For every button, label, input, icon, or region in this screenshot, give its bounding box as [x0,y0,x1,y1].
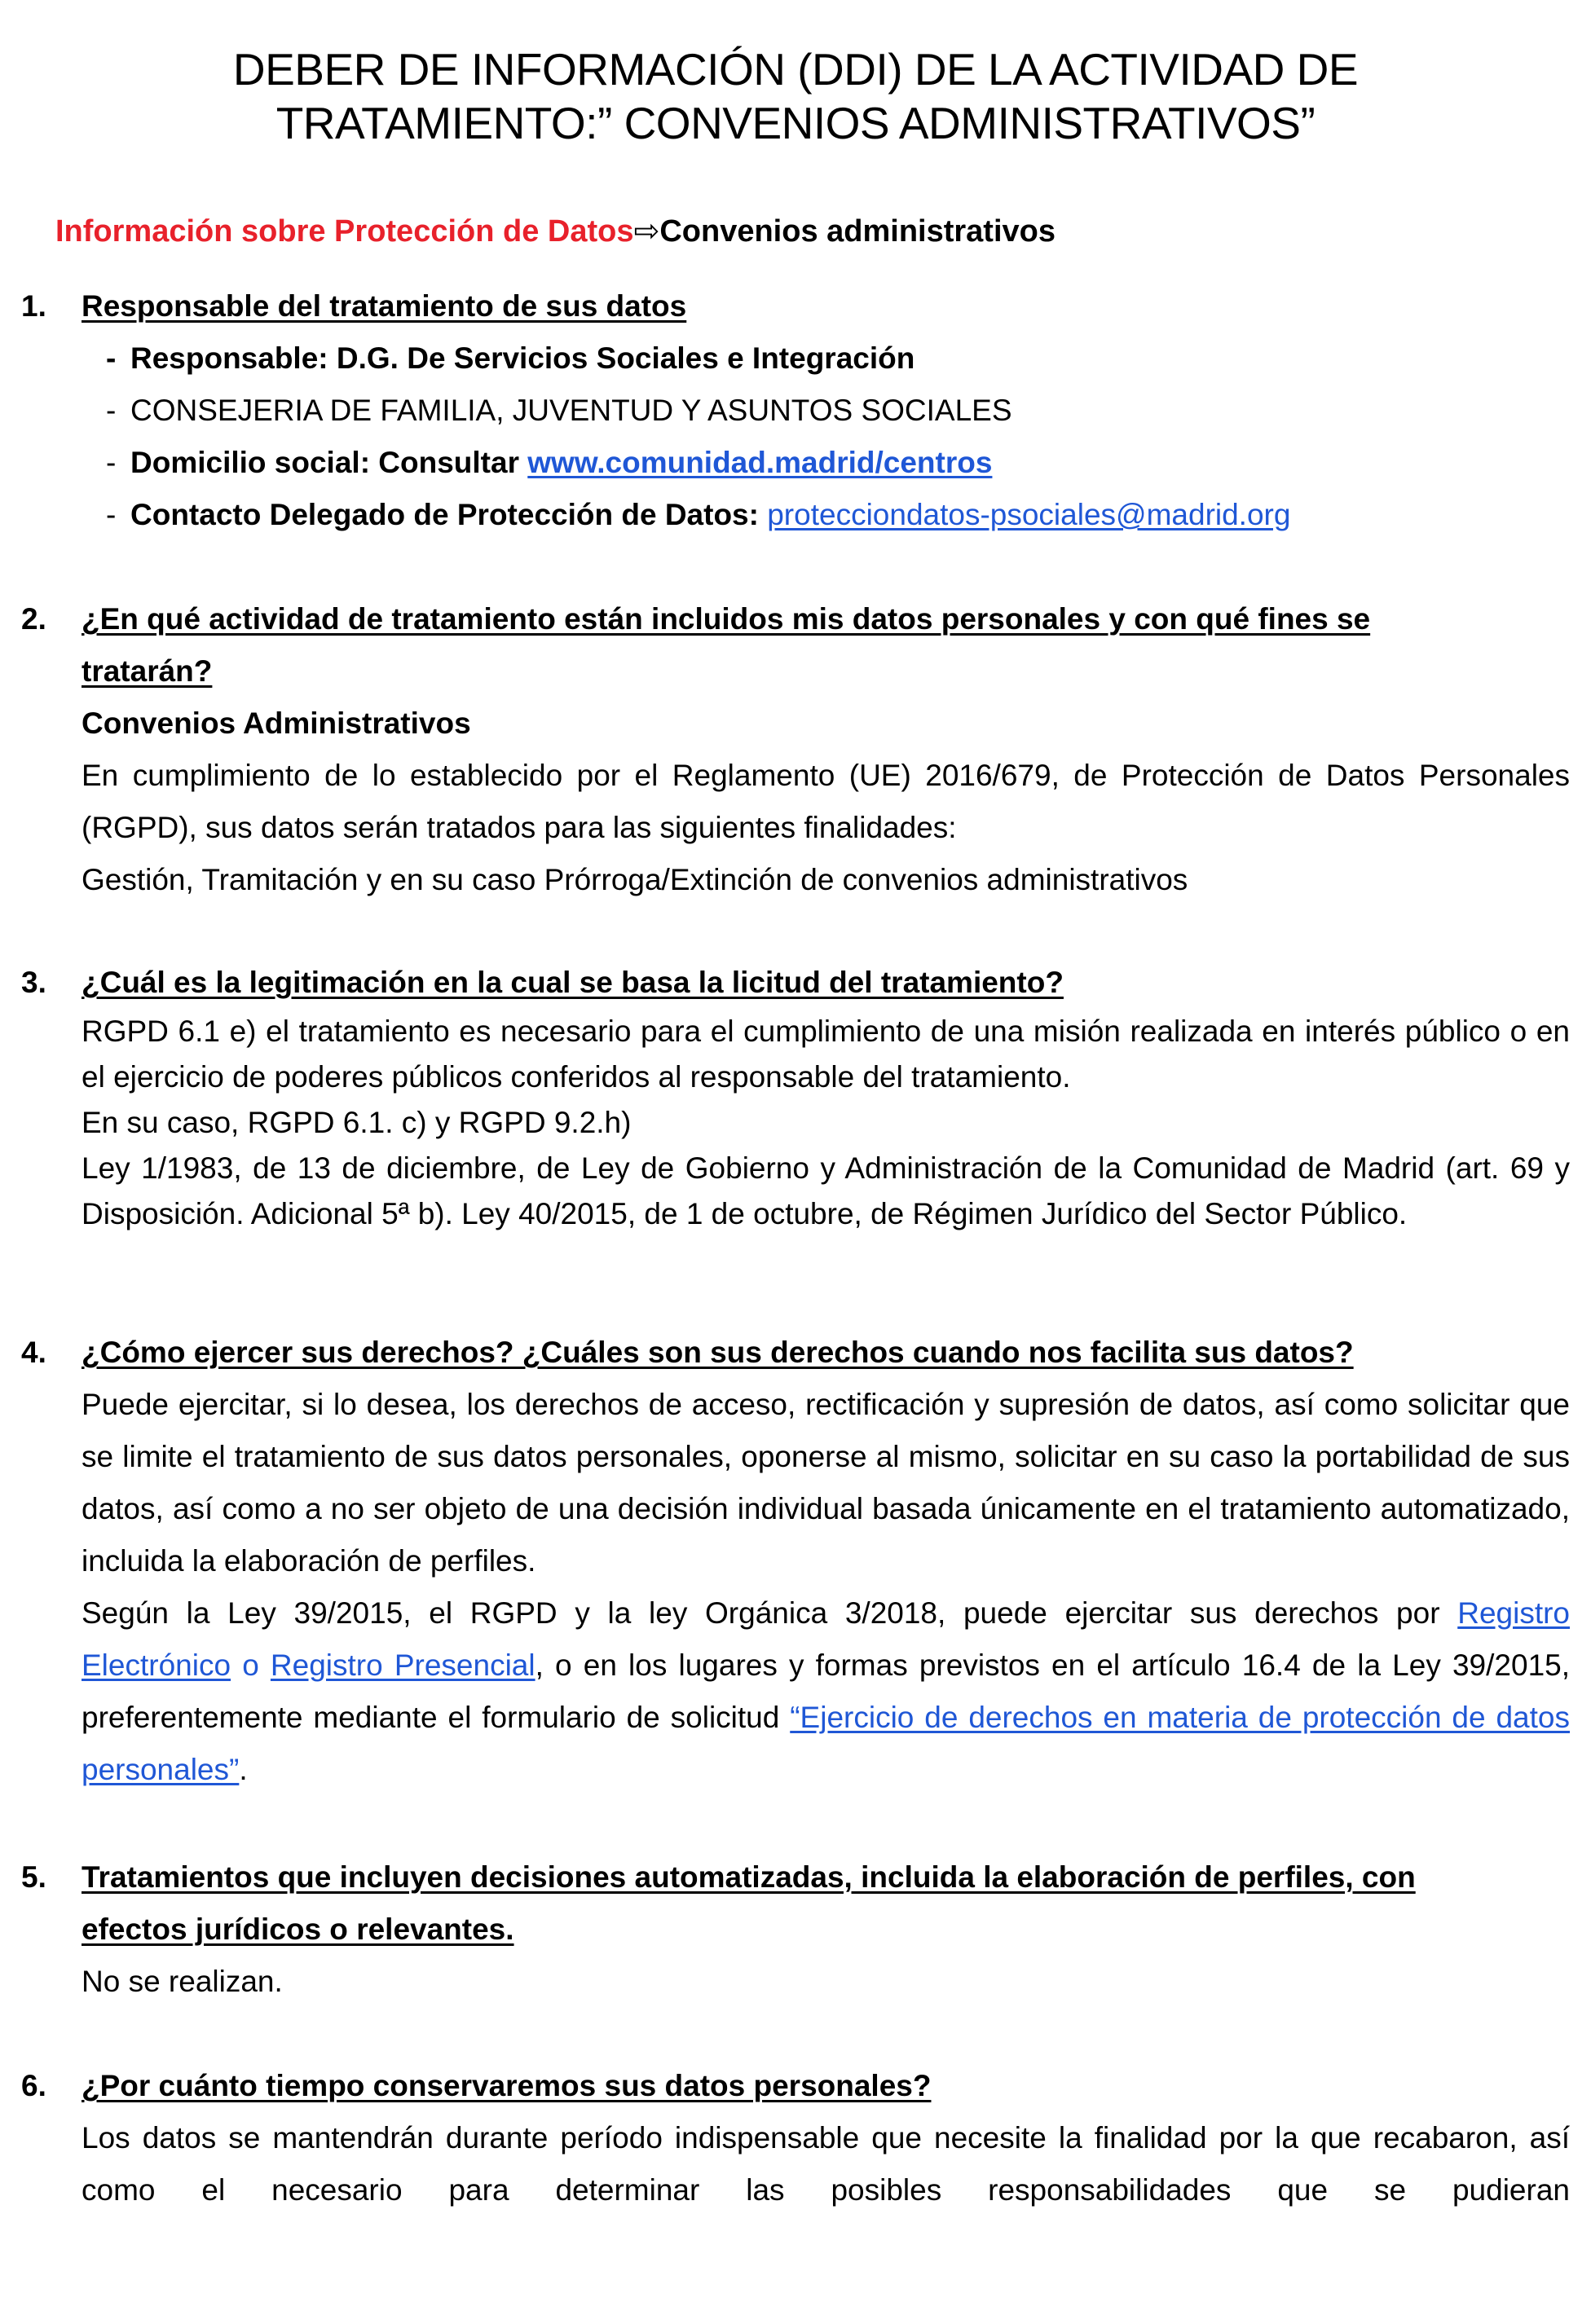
section-2-body [82,593,1570,906]
section-4-text-b [231,1648,242,1682]
registro-electronico-link[interactable]: Registro Electrónico [82,1596,1570,1682]
subtitle-black-text: Convenios administrativos [659,214,1056,249]
section-5-paragraph-1: No se realizan. [82,1965,283,1998]
section-3-heading: ¿Cuál es la legitimación en la cual se basa la licitud del tratamiento? [82,966,1064,999]
section-4 [21,1327,1570,1799]
formulario-derechos-link[interactable]: “Ejercicio de derechos en materia de protección de datos personales” [82,1701,1570,1786]
section-5-number: 5. [21,1860,46,1894]
section-1-body [82,280,1570,541]
section-5 [21,1851,1570,2014]
bullet-dash: - [106,498,117,531]
section-6-body [82,2060,1570,2216]
section-1 [21,280,1570,541]
section-6-paragraph-1: Los datos se mantendrán durante período indispensable que necesite la finalidad por la que recabaron, así como el necesario para determinar las posibles responsabilidades que se pudieran [82,2121,1570,2207]
section-5-heading-line-2: efectos jurídicos o relevantes. [82,1912,514,1946]
section-3-body [82,957,1570,1237]
section-1-number: 1. [21,289,46,323]
bullet-dash: - [106,341,117,375]
list-item-contacto [82,489,1570,541]
section-3-paragraph-1: RGPD 6.1 e) el tratamiento es necesario para el cumplimiento de una misión realizada en interés público o en el ejercicio de poderes públicos conferidos al responsable del tratamiento. [82,1015,1570,1094]
section-4-paragraph-1: Puede ejercitar, si lo desea, los derechos de acceso, rectificación y supresión de datos, así como solicitar que se limite el tratamiento de sus datos personales, oponerse al mismo, solicitar en su caso la portabilidad de sus datos, así como a no ser objeto de una decisión individual basada únicamente en el tratamiento automatizado, incluida la elaboración de perfiles. [82,1388,1570,1578]
section-5-heading-line-1: Tratamientos que incluyen decisiones automatizadas, incluida la elaboración de perfiles, con [82,1860,1416,1894]
bullet-label: Contacto Delegado de Protección de Datos: [130,498,768,531]
bullet-text: Responsable: D.G. De Servicios Sociales e Integración [130,341,915,375]
section-2-heading-line-2: tratarán? [82,654,213,688]
list-item-domicilio [82,437,1570,489]
section-2-paragraph-2: Gestión, Tramitación y en su caso Prórroga/Extinción de convenios administrativos [82,863,1188,896]
section-4-body [82,1327,1570,1796]
subtitle-red-text: Información sobre Protección de Datos [55,214,634,249]
section-4-text-d: , o en los lugares y formas previstos en el artículo 16.4 de la Ley 39/2015, preferentemente mediante el formulario de solicitud [82,1648,1571,1734]
arrow-icon: ⇨ [633,214,660,249]
section-4-heading: ¿Cómo ejercer sus derechos? ¿Cuáles son sus derechos cuando nos facilita sus datos? [82,1336,1354,1369]
email-link[interactable]: protecciondatos-psociales@madrid.org [767,498,1291,531]
section-4-number: 4. [21,1336,46,1369]
list-item-consejeria [82,385,1570,437]
registro-presencial-link[interactable]: Registro Presencial [270,1648,535,1682]
section-1-heading: Responsable del tratamiento de sus datos [82,289,687,323]
section-5-body [82,1851,1570,2008]
bullet-label: Domicilio social: Consultar [130,446,528,479]
section-3-number: 3. [21,966,46,999]
section-2-paragraph-1: En cumplimiento de lo establecido por el Reglamento (UE) 2016/679, de Protección de Datos Personales (RGPD), sus datos serán tratados para las siguientes finalidades: [82,759,1570,844]
section-3-paragraph-3: Ley 1/1983, de 13 de diciembre, de Ley de Gobierno y Administración de la Comunidad de Madrid (art. 69 y Disposición. Adicional 5ª b). Ley 40/2015, de 1 de octubre, de Régimen Jurídico del Sector Público. [82,1151,1570,1230]
section-6 [21,2060,1570,2223]
bullet-dash: - [106,394,117,427]
section-4-text-a: Según la Ley 39/2015, el RGPD y la ley Orgánica 3/2018, puede ejercitar sus derechos por [82,1596,1458,1630]
section-2-heading-line-1: ¿En qué actividad de tratamiento están incluidos mis datos personales y con qué fines se [82,602,1371,636]
document-title [0,42,1591,150]
activity-name: Convenios Administrativos [82,706,471,740]
list-item-responsable [82,332,1570,385]
section-4-text-e: . [239,1753,248,1786]
title-line-2: TRATAMIENTO:” CONVENIOS ADMINISTRATIVOS” [275,98,1316,148]
section-3-paragraph-2: En su caso, RGPD 6.1. c) y RGPD 9.2.h) [82,1106,632,1139]
bullet-dash: - [106,446,117,479]
section-2 [21,593,1570,911]
section-4-text-c [259,1648,271,1682]
title-line-1: DEBER DE INFORMACIÓN (DDI) DE LA ACTIVIDAD DE [232,44,1359,95]
document-subtitle [55,210,1056,253]
centros-link[interactable]: www.comunidad.madrid/centros [527,446,993,479]
section-4-paragraph-2 [82,1587,1570,1796]
bullet-text: CONSEJERIA DE FAMILIA, JUVENTUD Y ASUNTOS SOCIALES [130,394,1012,427]
section-6-number: 6. [21,2069,46,2102]
section-6-heading: ¿Por cuánto tiempo conservaremos sus datos personales? [82,2069,932,2102]
registro-o-link[interactable]: o [242,1648,259,1682]
section-2-number: 2. [21,602,46,636]
section-3 [21,957,1570,1299]
